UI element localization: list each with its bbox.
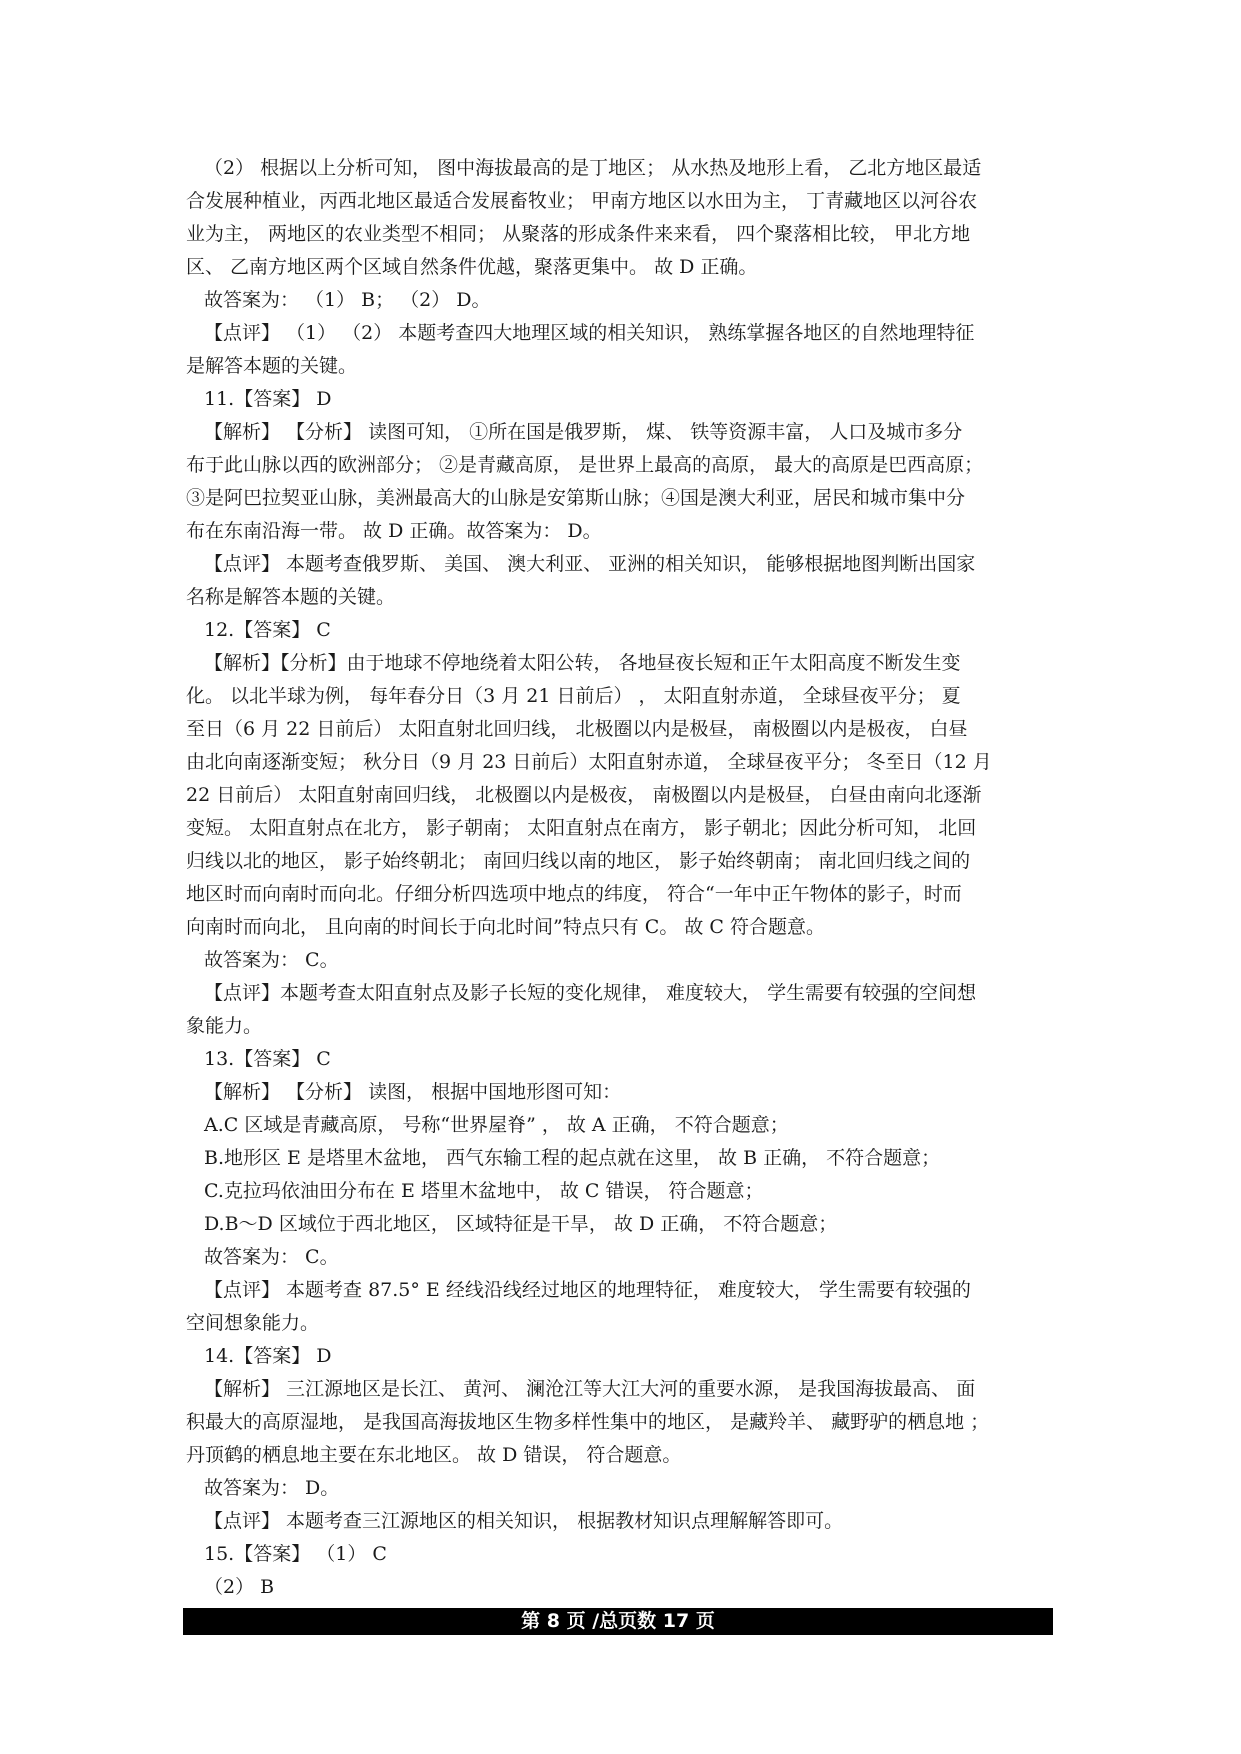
text-line: C.克拉玛依油田分布在 E 塔里木盆地中， 故 C 错误， 符合题意； (204, 1180, 764, 1202)
text-line: 12.【答案】 C (204, 619, 331, 641)
text-line: 空间想象能力。 (186, 1312, 320, 1334)
text-line: 是解答本题的关键。 (186, 355, 358, 377)
text-line: ③是阿巴拉契亚山脉，美洲最高大的山脉是安第斯山脉；④国是澳大利亚，居民和城市集中分 (186, 487, 966, 509)
text-line: 【解析】 三江源地区是长江、 黄河、 澜沧江等大江大河的重要水源， 是我国海拔最高、 面 (204, 1378, 976, 1400)
text-line: B.地形区 E 是塔里木盆地， 西气东输工程的起点就在这里， 故 B 正确， 不符合题意； (204, 1147, 941, 1169)
text-line: 丹顶鹤的栖息地主要在东北地区。 故 D 错误， 符合题意。 (186, 1444, 682, 1466)
text-line: （2） B (204, 1576, 275, 1598)
text-line: 业为主， 两地区的农业类型不相同； 从聚落的形成条件来来看， 四个聚落相比较， 甲北方地 (186, 223, 971, 245)
text-line: A.C 区域是青藏高原， 号称“世界屋脊” ， 故 A 正确， 不符合题意； (204, 1114, 789, 1136)
text-line: 区、 乙南方地区两个区域自然条件优越，聚落更集中。 故 D 正确。 (186, 256, 758, 278)
text-line: 【点评】 本题考查俄罗斯、 美国、 澳大利亚、 亚洲的相关知识， 能够根据地图判断出国家 (204, 553, 976, 575)
document-body (186, 152, 1062, 1604)
text-line: 14.【答案】 D (204, 1345, 332, 1367)
text-line: 【点评】 本题考查 87.5° E 经线沿线经过地区的地理特征， 难度较大， 学生需要有较强的 (204, 1279, 971, 1301)
text-line: 故答案为： C。 (204, 1246, 339, 1268)
text-line: 22 日前后） 太阳直射南回归线， 北极圈以内是极夜， 南极圈以内是极昼， 白昼由南向北逐渐 (186, 784, 982, 806)
text-line: 化。 以北半球为例， 每年春分日（3 月 21 日前后） ， 太阳直射赤道， 全球昼夜平分； 夏 (186, 685, 961, 707)
text-line: 【解析】 【分析】 读图可知， ①所在国是俄罗斯， 煤、 铁等资源丰富， 人口及城市多分 (204, 421, 963, 443)
text-line: 变短。 太阳直射点在北方， 影子朝南； 太阳直射点在南方， 影子朝北；因此分析可知， 北回 (186, 817, 977, 839)
text-line: 至日（6 月 22 日前后） 太阳直射北回归线， 北极圈以内是极昼， 南极圈以内是极夜， 白昼 (186, 718, 968, 740)
text-line: 【点评】 （1） （2） 本题考查四大地理区域的相关知识， 熟练掌握各地区的自然地理特征 (204, 322, 975, 344)
text-line: 合发展种植业，丙西北地区最适合发展畜牧业； 甲南方地区以水田为主， 丁青藏地区以河谷农 (186, 190, 978, 212)
text-line: 故答案为： C。 (204, 949, 339, 971)
text-line: 向南时而向北， 且向南的时间长于向北时间”特点只有 C。 故 C 符合题意。 (186, 916, 825, 938)
text-line: 布于此山脉以西的欧洲部分； ②是青藏高原， 是世界上最高的高原， 最大的高原是巴西高原； (186, 454, 984, 476)
text-line: 【点评】本题考查太阳直射点及影子长短的变化规律， 难度较大， 学生需要有较强的空间想 (204, 982, 977, 1004)
text-line: 【解析】【分析】由于地球不停地绕着太阳公转， 各地昼夜长短和正午太阳高度不断发生变 (204, 652, 961, 674)
text-line: 故答案为： （1） B； （2） D。 (204, 289, 491, 311)
text-line: 由北向南逐渐变短； 秋分日（9 月 23 日前后）太阳直射赤道， 全球昼夜平分； 冬至日（12 月 (186, 751, 992, 773)
text-line: 【解析】 【分析】 读图， 根据中国地形图可知： (204, 1081, 622, 1103)
text-line: 【点评】 本题考查三江源地区的相关知识， 根据教材知识点理解解答即可。 (204, 1510, 844, 1532)
text-line: 名称是解答本题的关键。 (186, 586, 396, 608)
text-line: 15.【答案】 （1） C (204, 1543, 387, 1565)
text-line: 地区时而向南时而向北。仔细分析四选项中地点的纬度， 符合“一年中正午物体的影子，时而 (186, 883, 962, 905)
page-number-label: 第 8 页 /总页数 17 页 (521, 1610, 715, 1632)
page-footer (183, 1608, 1053, 1635)
text-line: 象能力。 (186, 1015, 263, 1037)
text-line: 积最大的高原湿地， 是我国高海拔地区生物多样性集中的地区， 是藏羚羊、 藏野驴的栖息地 ； (186, 1411, 990, 1433)
text-line: 归线以北的地区， 影子始终朝北； 南回归线以南的地区， 影子始终朝南； 南北回归线之间的 (186, 850, 971, 872)
text-line: 布在东南沿海一带。 故 D 正确。故答案为： D。 (186, 520, 602, 542)
text-line: 故答案为： D。 (204, 1477, 340, 1499)
text-line: 11.【答案】 D (204, 388, 332, 410)
text-line: D.B～D 区域位于西北地区， 区域特征是干旱， 故 D 正确， 不符合题意； (204, 1213, 838, 1235)
text-line: 13.【答案】 C (204, 1048, 331, 1070)
text-line: （2） 根据以上分析可知， 图中海拔最高的是丁地区； 从水热及地形上看， 乙北方地区最适 (204, 157, 982, 179)
